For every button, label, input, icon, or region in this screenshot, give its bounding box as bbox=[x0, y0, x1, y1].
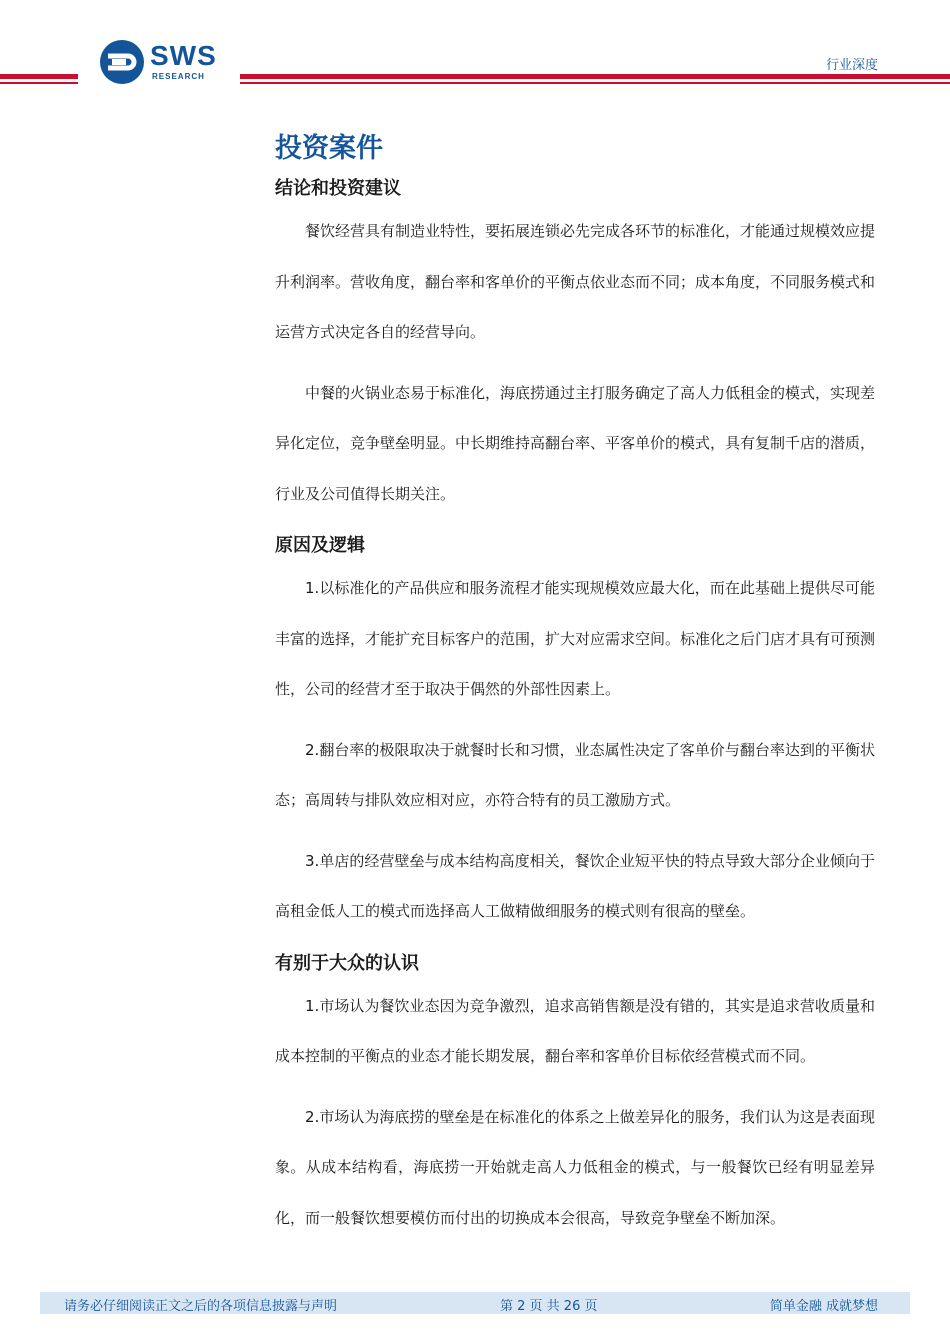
sws-logo-mark-icon bbox=[98, 38, 146, 86]
section-heading: 有别于大众的认识 bbox=[275, 952, 419, 974]
page-title: 投资案件 bbox=[275, 133, 383, 164]
header-rule bbox=[0, 82, 78, 84]
header-rule bbox=[0, 74, 78, 79]
footer-disclaimer: 请务必仔细阅读正文之后的各项信息披露与声明 bbox=[64, 1299, 338, 1314]
header-rule bbox=[240, 82, 950, 84]
footer-page-number: 第 2 页 共 26 页 bbox=[500, 1299, 598, 1314]
sws-logo bbox=[98, 38, 228, 88]
paragraph: 1.以标准化的产品供应和服务流程才能实现规模效应最大化，而在此基础上提供尽可能丰富的选择，才能扩充目标客户的范围，扩大对应需求空间。标准化之后门店才具有可预测性，公司的经营才至于取决于偶然的外部性因素上。 bbox=[275, 579, 876, 698]
section-heading: 结论和投资建议 bbox=[275, 178, 401, 199]
footer-slogan: 简单金融 成就梦想 bbox=[769, 1299, 878, 1314]
paragraph: 餐饮经营具有制造业特性，要拓展连锁必先完成各环节的标准化，才能通过规模效应提升利润率。营收角度，翻台率和客单价的平衡点依业态而不同；成本角度，不同服务模式和运营方式决定各自的经营导向。 bbox=[275, 222, 876, 341]
paragraph: 2.市场认为海底捞的壁垒是在标准化的体系之上做差异化的服务，我们认为这是表面现象。从成本结构看，海底捞一开始就走高人力低租金的模式，与一般餐饮已经有明显差异化，而一般餐饮想要模仿而付出的切换成本会很高，导致竞争壁垒不断加深。 bbox=[275, 1107, 875, 1227]
logo-text: SWS bbox=[150, 40, 217, 71]
paragraph: 1.市场认为餐饮业态因为竞争激烈，追求高销售额是没有错的，其实是追求营收质量和成本控制的平衡点的业态才能长期发展，翻台率和客单价目标依经营模式而不同。 bbox=[275, 996, 875, 1065]
paragraph: 中餐的火锅业态易于标准化，海底捞通过主打服务确定了高人力低租金的模式，实现差异化定位，竞争壁垒明显。中长期维持高翻台率、平客单价的模式，具有复制千店的潜质，行业及公司值得长期关注。 bbox=[275, 383, 876, 503]
section-conclusion bbox=[275, 172, 875, 519]
main-content bbox=[275, 126, 875, 1243]
paragraph: 3.单店的经营壁垒与成本结构高度相关，餐饮企业短平快的特点导致大部分企业倾向于高租金低人工的模式而选择高人工做精做细服务的模式则有很高的壁垒。 bbox=[275, 851, 875, 920]
section-reasons bbox=[275, 529, 875, 937]
section-heading: 原因及逻辑 bbox=[275, 535, 365, 556]
page-header bbox=[0, 0, 950, 100]
section-different-view bbox=[275, 947, 875, 1244]
logo-subtext: RESEARCH bbox=[152, 72, 205, 81]
header-rule bbox=[240, 74, 950, 79]
report-type-label: 行业深度 bbox=[825, 58, 878, 73]
paragraph: 2.翻台率的极限取决于就餐时长和习惯，业态属性决定了客单价与翻台率达到的平衡状态；高周转与排队效应相对应，亦符合特有的员工激励方式。 bbox=[275, 740, 875, 809]
page-footer bbox=[40, 1292, 910, 1314]
